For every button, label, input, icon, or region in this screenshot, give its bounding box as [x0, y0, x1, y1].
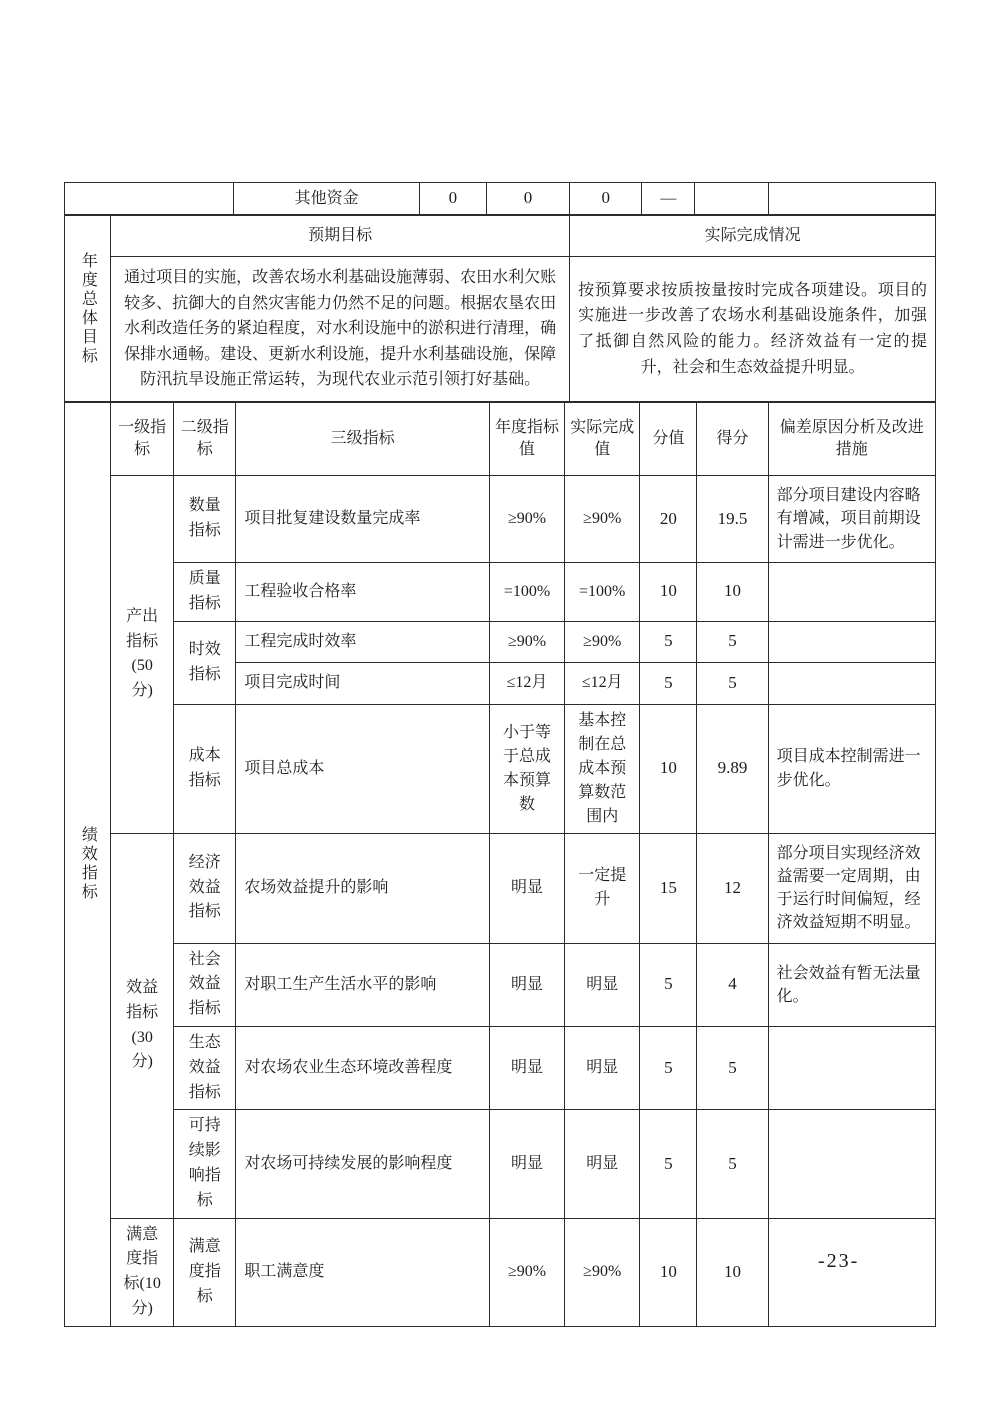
cell-remark: 部分项目实现经济效益需要一定周期，由于运行时间偏短，经济效益短期不明显。	[768, 833, 935, 943]
cell-score: 5	[697, 621, 768, 662]
actual-completion-header: 实际完成情况	[570, 216, 936, 257]
header-actual-value: 实际完成值	[565, 403, 640, 476]
cell-points: 5	[640, 1110, 697, 1218]
cell-target: ≥90%	[489, 621, 564, 662]
cell-actual: 明显	[565, 943, 640, 1026]
cell-target: =100%	[489, 563, 564, 622]
cell-target: 明显	[489, 1026, 564, 1109]
other-funds-value-2: 0	[486, 183, 569, 215]
cell-level3: 职工满意度	[236, 1218, 490, 1326]
header-level2: 二级指标	[174, 403, 236, 476]
cell-target: ≥90%	[489, 476, 564, 563]
annual-goal-label: 年度总体目标	[65, 216, 111, 402]
header-annual-target: 年度指标值	[489, 403, 564, 476]
cell-level2: 可持续影响指标	[174, 1110, 236, 1218]
cell-level3: 工程验收合格率	[236, 563, 490, 622]
table-row	[65, 1110, 936, 1218]
table-row	[65, 1218, 936, 1326]
cell-score: 4	[697, 943, 768, 1026]
cell-level3: 农场效益提升的影响	[236, 833, 490, 943]
cell-score: 19.5	[697, 476, 768, 563]
table-row	[65, 476, 936, 563]
cell-score: 10	[697, 1218, 768, 1326]
other-funds-value-3: 0	[570, 183, 642, 215]
cell-remark: 项目成本控制需进一步优化。	[768, 704, 935, 833]
cell-score: 5	[697, 1026, 768, 1109]
cell-remark	[768, 621, 935, 662]
cell-level2: 数量指标	[174, 476, 236, 563]
table-row	[65, 621, 936, 662]
performance-indicators-table	[64, 402, 936, 1327]
cell-level2: 经济效益指标	[174, 833, 236, 943]
cell-target: 明显	[489, 943, 564, 1026]
cell-level3: 项目完成时间	[236, 662, 490, 704]
cell-score: 5	[697, 662, 768, 704]
table-row	[65, 943, 936, 1026]
cell-level2: 质量指标	[174, 563, 236, 622]
cell-level3: 对农场农业生态环境改善程度	[236, 1026, 490, 1109]
cell-score: 5	[697, 1110, 768, 1218]
other-funds-table	[64, 182, 936, 215]
cell-level3: 项目批复建设数量完成率	[236, 476, 490, 563]
goal-body-row	[65, 257, 936, 402]
expected-goal-header: 预期目标	[111, 216, 570, 257]
cell-actual: 明显	[565, 1026, 640, 1109]
header-score: 得分	[697, 403, 768, 476]
expected-goal-text: 通过项目的实施，改善农场水利基础设施薄弱、农田水利欠账较多、抗御大的自然灾害能力仍然不足的问题。根据农垦农田水利改造任务的紧迫程度，对水利设施中的淤积进行清理，确保排水通畅。建设、更新水利设施，提升水利基础设施，保障防汛抗旱设施正常运转，为现代农业示范引领打好基础。	[111, 257, 570, 402]
cell-actual: 明显	[565, 1110, 640, 1218]
empty-cell	[768, 183, 935, 215]
other-funds-value-4: —	[642, 183, 695, 215]
cell-remark: 社会效益有暂无法量化。	[768, 943, 935, 1026]
header-level3: 三级指标	[236, 403, 490, 476]
performance-section-label: 绩效指标	[65, 403, 111, 1327]
cell-actual: ≥90%	[565, 1218, 640, 1326]
cell-level3: 工程完成时效率	[236, 621, 490, 662]
cell-level3: 项目总成本	[236, 704, 490, 833]
annual-goal-section	[64, 215, 936, 402]
cell-actual: 一定提升	[565, 833, 640, 943]
cell-level2: 时效指标	[174, 621, 236, 704]
cell-remark	[768, 662, 935, 704]
cell-level3: 对农场可持续发展的影响程度	[236, 1110, 490, 1218]
cell-level2: 社会效益指标	[174, 943, 236, 1026]
cell-target: ≤12月	[489, 662, 564, 704]
cell-level2: 满意度指标	[174, 1218, 236, 1326]
cell-points: 15	[640, 833, 697, 943]
cell-actual: 基本控制在总成本预算数范围内	[565, 704, 640, 833]
cell-actual: ≥90%	[565, 621, 640, 662]
group-benefit-label: 效益指标(30分)	[111, 833, 174, 1218]
cell-points: 5	[640, 621, 697, 662]
cell-actual: ≤12月	[565, 662, 640, 704]
cell-target: 明显	[489, 833, 564, 943]
group-output-label: 产出指标(50分)	[111, 476, 174, 834]
cell-level2: 生态效益指标	[174, 1026, 236, 1109]
cell-level3: 对职工生产生活水平的影响	[236, 943, 490, 1026]
cell-score: 9.89	[697, 704, 768, 833]
cell-actual: ≥90%	[565, 476, 640, 563]
cell-points: 10	[640, 563, 697, 622]
empty-cell	[695, 183, 768, 215]
other-funds-value-1: 0	[419, 183, 486, 215]
table-row	[65, 1026, 936, 1109]
page-number: -23-	[818, 1250, 860, 1272]
cell-level2: 成本指标	[174, 704, 236, 833]
other-funds-label: 其他资金	[234, 183, 419, 215]
cell-score: 12	[697, 833, 768, 943]
cell-points: 20	[640, 476, 697, 563]
table-row	[65, 563, 936, 622]
group-satisfaction-label: 满意度指标(10分)	[111, 1218, 174, 1326]
cell-score: 10	[697, 563, 768, 622]
cell-points: 5	[640, 662, 697, 704]
header-deviation: 偏差原因分析及改进措施	[768, 403, 935, 476]
cell-points: 5	[640, 1026, 697, 1109]
cell-actual: =100%	[565, 563, 640, 622]
cell-target: 小于等于总成本预算数	[489, 704, 564, 833]
cell-points: 5	[640, 943, 697, 1026]
cell-remark	[768, 1110, 935, 1218]
table-row	[65, 704, 936, 833]
cell-remark: 部分项目建设内容略有增减，项目前期设计需进一步优化。	[768, 476, 935, 563]
empty-cell	[65, 183, 234, 215]
other-funds-row	[65, 183, 936, 215]
actual-completion-text: 按预算要求按质按量按时完成各项建设。项目的实施进一步改善了农场水利基础设施条件，加强了抵御自然风险的能力。经济效益有一定的提升，社会和生态效益提升明显。	[570, 257, 936, 402]
cell-remark	[768, 563, 935, 622]
header-points: 分值	[640, 403, 697, 476]
header-level1: 一级指标	[111, 403, 174, 476]
indicator-header-row	[65, 403, 936, 476]
cell-target: 明显	[489, 1110, 564, 1218]
cell-points: 10	[640, 704, 697, 833]
report-table	[64, 182, 936, 1327]
cell-remark	[768, 1026, 935, 1109]
goal-header-row	[65, 216, 936, 257]
cell-target: ≥90%	[489, 1218, 564, 1326]
table-row	[65, 833, 936, 943]
cell-points: 10	[640, 1218, 697, 1326]
